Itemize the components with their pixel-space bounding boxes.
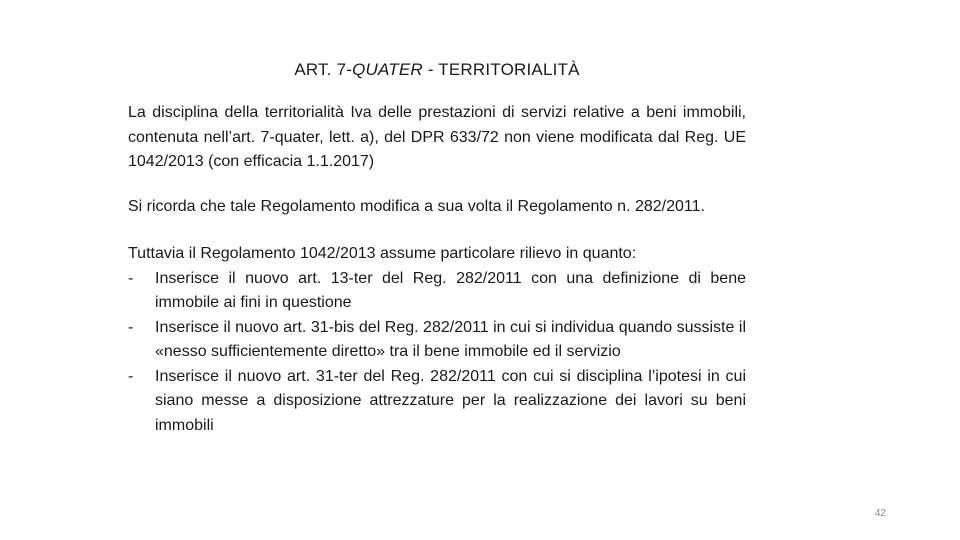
bullet-text: Inserisce il nuovo art. 13-ter del Reg. 282/2011 con una definizione di bene immobile ai fini in questione [155,269,746,311]
bullet-marker: - [128,318,134,336]
bullet-marker: - [128,367,134,385]
list-item [128,365,746,439]
slide-body [128,101,746,438]
paragraph-intro: La disciplina della territorialità Iva delle prestazioni di servizi relative a beni immobili, contenuta nell’art. 7-quater, lett. a), del DPR 633/72 non viene modificata dal Reg. UE 1042/2013 (con efficacia 1.1.2017) [128,104,746,170]
title-suffix: - TERRITORIALITÀ [422,60,580,79]
bullet-list [128,267,746,439]
list-item [128,267,746,316]
title-italic: QUATER [352,60,423,79]
bullet-marker: - [128,269,134,287]
page-number: 42 [874,508,886,519]
list-item [128,316,746,365]
title-prefix: ART. 7- [294,60,353,79]
paragraph-relevance: Tuttavia il Regolamento 1042/2013 assume particolare rilievo in quanto: [128,245,637,262]
bullet-text: Inserisce il nuovo art. 31-bis del Reg. 282/2011 in cui si individua quando sussiste il «nesso sufficientemente diretto» tra il bene immobile ed il servizio [155,318,746,360]
slide-title [128,60,746,80]
paragraph-reminder: Si ricorda che tale Regolamento modifica a sua volta il Regolamento n. 282/2011. [128,197,705,215]
bullet-text: Inserisce il nuovo art. 31-ter del Reg. 282/2011 con cui si disciplina l’ipotesi in cui siano messe a disposizione attrezzature per la realizzazione dei lavori su beni immobili [155,367,746,434]
